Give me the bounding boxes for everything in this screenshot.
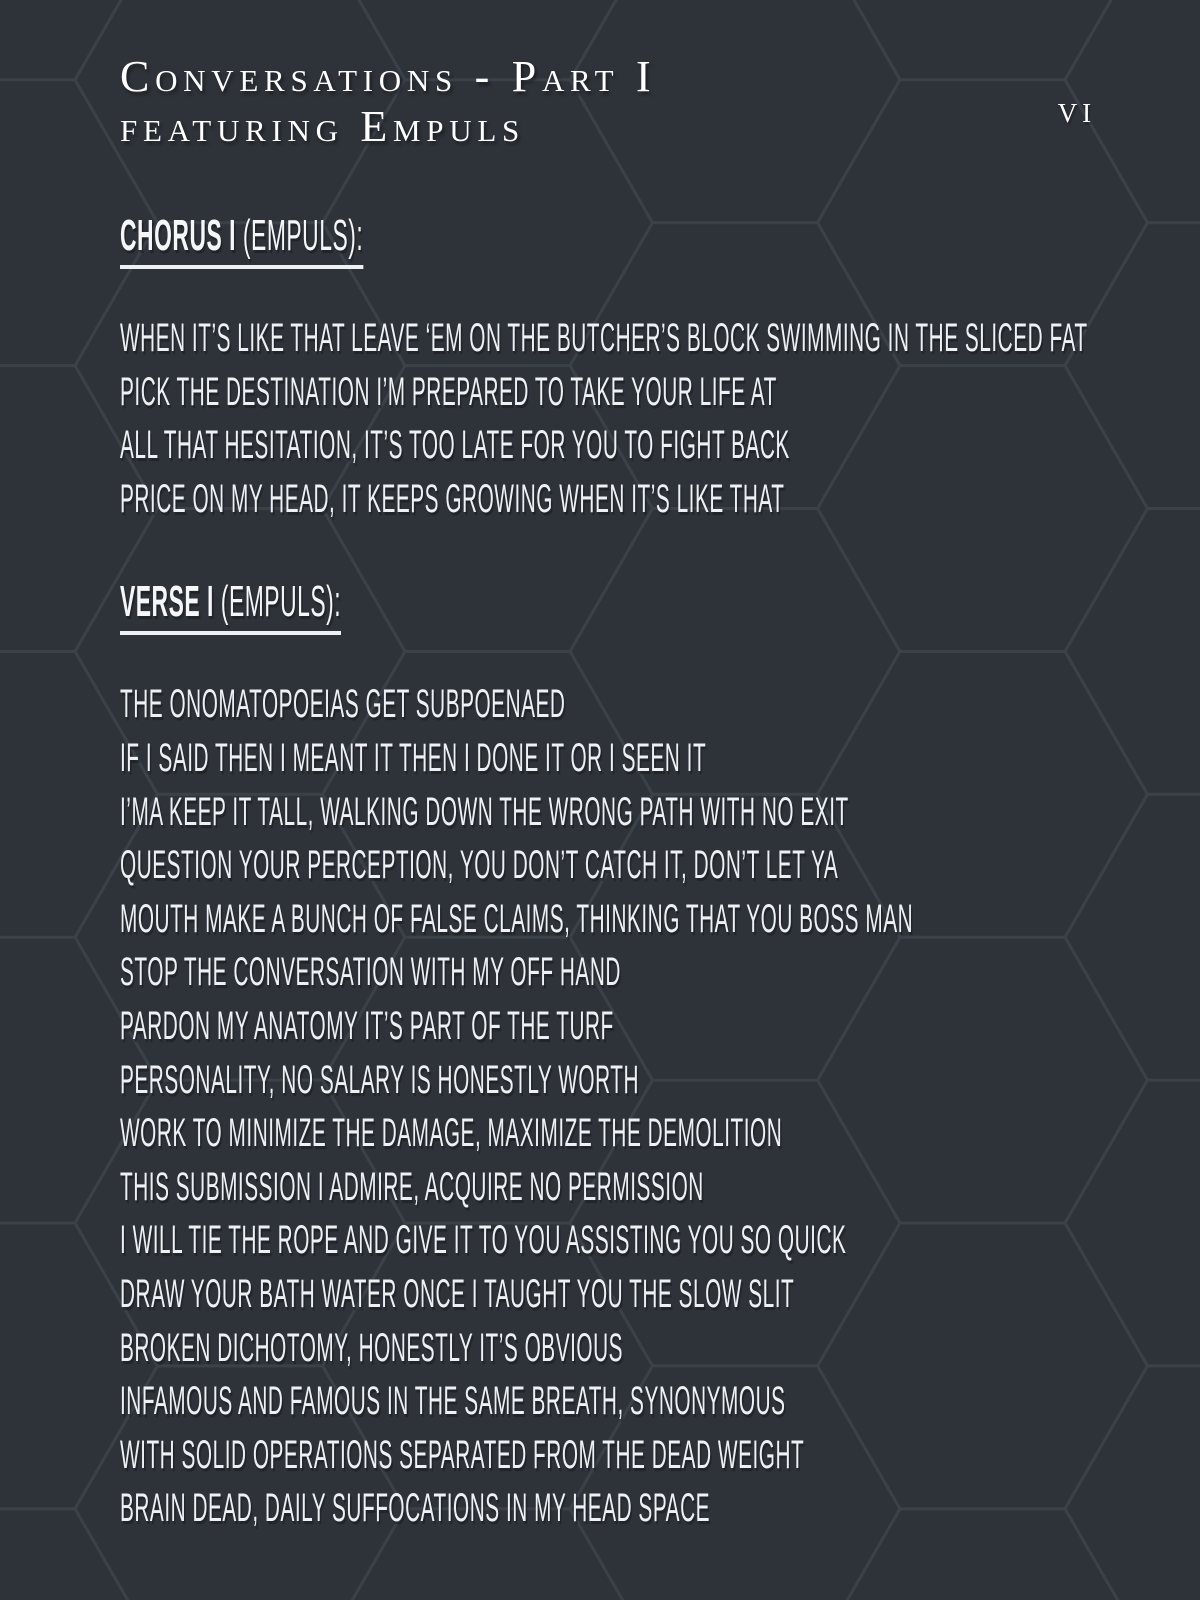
chorus-section: [120, 213, 1200, 526]
verse-line-6: STOP THE CONVERSATION WITH MY OFF HAND: [120, 950, 621, 995]
verse-line-11: I WILL TIE THE ROPE AND GIVE IT TO YOU ASSISTING YOU SO QUICK: [120, 1218, 847, 1263]
title-line-1: Conversations - Part I: [120, 52, 657, 101]
verse-stanza: [120, 678, 1200, 1536]
verse-section: [120, 579, 1200, 1536]
verse-line-15: WITH SOLID OPERATIONS SEPARATED FROM THE DEAD WEIGHT: [120, 1432, 805, 1477]
verse-line-13: BROKEN DICHOTOMY, HONESTLY IT’S OBVIOUS: [120, 1325, 624, 1370]
lyrics-block: [120, 213, 1200, 1536]
chorus-heading-label: CHORUS I: [120, 211, 237, 260]
verse-line-8: PERSONALITY, NO SALARY IS HONESTLY WORTH: [120, 1057, 640, 1102]
verse-line-7: PARDON MY ANATOMY IT’S PART OF THE TURF: [120, 1003, 614, 1048]
verse-line-12: DRAW YOUR BATH WATER ONCE I TAUGHT YOU THE SLOW SLIT: [120, 1271, 795, 1316]
chorus-line-1: WHEN IT’S LIKE THAT LEAVE ‘EM ON THE BUTCHER’S BLOCK SWIMMING IN THE SLICED FAT: [120, 316, 1088, 360]
verse-heading-artist: (EMPULS):: [213, 577, 342, 627]
verse-line-2: IF I SAID THEN I MEANT IT THEN I DONE IT OR I SEEN IT: [120, 735, 707, 780]
verse-line-4: QUESTION YOUR PERCEPTION, YOU DON’T CATCH IT, DON’T LET YA: [120, 843, 839, 888]
verse-line-3: I’MA KEEP IT TALL, WALKING DOWN THE WRONG PATH WITH NO EXIT: [120, 789, 849, 834]
verse-line-1: THE ONOMATOPOEIAS GET SUBPOENAED: [120, 682, 566, 727]
chorus-heading-row: [120, 213, 1200, 269]
page-number: VI: [1057, 98, 1096, 128]
chorus-line-4: PRICE ON MY HEAD, IT KEEPS GROWING WHEN IT’S LIKE THAT: [120, 476, 785, 521]
verse-line-14: INFAMOUS AND FAMOUS IN THE SAME BREATH, SYNONYMOUS: [120, 1379, 786, 1424]
page-title: [120, 0, 1200, 152]
chorus-line-3: ALL THAT HESITATION, IT’S TOO LATE FOR YOU TO FIGHT BACK: [120, 423, 790, 468]
title-line-2: featuring Empuls: [120, 102, 525, 151]
verse-heading-label: VERSE I: [120, 577, 214, 627]
chorus-line-2: PICK THE DESTINATION I’M PREPARED TO TAKE YOUR LIFE AT: [120, 369, 777, 414]
verse-heading: [120, 579, 341, 635]
chorus-stanza: [120, 312, 1200, 526]
verse-line-5: MOUTH MAKE A BUNCH OF FALSE CLAIMS, THINKING THAT YOU BOSS MAN: [120, 896, 914, 941]
verse-line-9: WORK TO MINIMIZE THE DAMAGE, MAXIMIZE THE DEMOLITION: [120, 1111, 783, 1156]
verse-heading-row: [120, 579, 1200, 635]
verse-line-10: THIS SUBMISSION I ADMIRE, ACQUIRE NO PERMISSION: [120, 1164, 704, 1209]
verse-line-16: BRAIN DEAD, DAILY SUFFOCATIONS IN MY HEAD SPACE: [120, 1486, 711, 1531]
chorus-heading-artist: (EMPULS):: [236, 211, 364, 260]
chorus-heading: [120, 213, 363, 269]
